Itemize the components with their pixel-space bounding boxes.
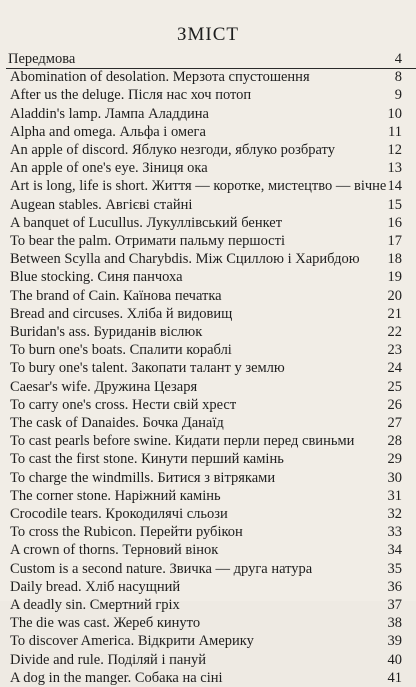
toc-page-number: 8 xyxy=(394,69,402,85)
toc-entry-title: An apple of one's eye. Зіниця ока xyxy=(10,160,208,176)
toc-page-number: 18 xyxy=(387,251,402,267)
toc-entry-title: Caesar's wife. Дружина Цезаря xyxy=(10,379,198,395)
toc-entry-title: The corner stone. Наріжний камінь xyxy=(10,488,221,504)
toc-entry-title: Daily bread. Хліб насущний xyxy=(10,579,181,595)
toc-entry-title: To cast pearls before swine. Кидати перли перед свиньми xyxy=(10,433,355,449)
toc-entry-title: Blue stocking. Синя панчоха xyxy=(10,269,183,285)
toc-entry-title: A banquet of Lucullus. Лукуллівський бенкет xyxy=(10,215,283,231)
toc-entry-title: Abomination of desolation. Мерзота спустошення xyxy=(10,69,310,85)
toc-entry xyxy=(0,541,416,559)
toc-page-number: 35 xyxy=(387,561,402,577)
toc-page-number: 38 xyxy=(387,615,402,631)
toc-entry xyxy=(0,414,416,432)
toc-entry xyxy=(0,669,416,687)
toc-page-number: 11 xyxy=(388,124,402,140)
toc-page-number: 40 xyxy=(387,652,402,668)
toc-entry xyxy=(0,450,416,468)
toc-entry xyxy=(0,651,416,669)
toc-entry xyxy=(0,68,416,86)
toc-entry-preface xyxy=(0,50,416,68)
toc-entry-title: Передмова xyxy=(8,51,76,67)
toc-entry xyxy=(0,196,416,214)
toc-page-number: 29 xyxy=(387,451,402,467)
toc-entry xyxy=(0,159,416,177)
toc-entry xyxy=(0,487,416,505)
toc-entry xyxy=(0,177,416,195)
toc-entry-title: Alpha and omega. Альфа і омега xyxy=(10,124,206,140)
toc-page-number: 36 xyxy=(387,579,402,595)
toc-entry-title: The die was cast. Жереб кинуто xyxy=(10,615,201,631)
toc-entry-title: To charge the windmills. Битися з вітряками xyxy=(10,470,276,486)
toc-entry-title: A dog in the manger. Собака на сіні xyxy=(10,670,223,686)
toc-page-number: 33 xyxy=(387,524,402,540)
toc-entry-title: Bread and circuses. Хліба й видовищ xyxy=(10,306,233,322)
toc-entry xyxy=(0,632,416,650)
toc-page-number: 10 xyxy=(387,106,402,122)
toc-entry-title: Aladdin's lamp. Лампа Аладдина xyxy=(10,106,209,122)
toc-page-number: 4 xyxy=(394,51,402,67)
toc-entry-title: Between Scylla and Charybdis. Між Сциллою і Харибдою xyxy=(10,251,360,267)
toc-entry-title: Custom is a second nature. Звичка — друга натура xyxy=(10,561,313,577)
toc-entry-title: After us the deluge. Після нас хоч потоп xyxy=(10,87,252,103)
toc-entry-title: To cast the first stone. Кинути перший камінь xyxy=(10,451,284,467)
toc-entry-title: A deadly sin. Смертний гріх xyxy=(10,597,180,613)
toc-page-number: 17 xyxy=(387,233,402,249)
toc-entry xyxy=(0,378,416,396)
toc-entry xyxy=(0,305,416,323)
toc-page-number: 21 xyxy=(387,306,402,322)
toc-page-number: 12 xyxy=(387,142,402,158)
toc-page-number: 37 xyxy=(387,597,402,613)
toc-entry xyxy=(0,232,416,250)
toc-entry-title: The brand of Cain. Каїнова печатка xyxy=(10,288,222,304)
toc-entry xyxy=(0,105,416,123)
toc-entry-title: To cross the Rubicon. Перейти рубікон xyxy=(10,524,243,540)
toc-entry xyxy=(0,214,416,232)
toc-page-number: 39 xyxy=(387,633,402,649)
toc-entry xyxy=(0,268,416,286)
toc-entry xyxy=(0,560,416,578)
toc-entry xyxy=(0,614,416,632)
toc-page-number: 26 xyxy=(387,397,402,413)
toc-entry xyxy=(0,578,416,596)
toc-entry-title: Crocodile tears. Крокодилячі сльози xyxy=(10,506,228,522)
toc-entry-title: Divide and rule. Поділяй і пануй xyxy=(10,652,207,668)
toc-entry-title: Art is long, life is short. Життя — коротке, мистецтво — вічне xyxy=(10,178,387,194)
page-title: ЗМІСТ xyxy=(176,24,240,45)
toc-page-number: 15 xyxy=(387,197,402,213)
toc-page-number: 22 xyxy=(387,324,402,340)
toc-page-number: 9 xyxy=(394,87,402,103)
toc-page-number: 16 xyxy=(387,215,402,231)
toc-entry xyxy=(0,596,416,614)
toc-page-number: 23 xyxy=(387,342,402,358)
toc-entry-title: A crown of thorns. Терновий вінок xyxy=(10,542,219,558)
toc-entry xyxy=(0,141,416,159)
toc-entry-title: Buridan's ass. Буриданів віслюк xyxy=(10,324,203,340)
toc-entry xyxy=(0,250,416,268)
toc-entry xyxy=(0,123,416,141)
toc-page-number: 32 xyxy=(387,506,402,522)
toc-page-number: 31 xyxy=(387,488,402,504)
toc-entry-title: Augean stables. Авгієві стайні xyxy=(10,197,193,213)
toc-entry xyxy=(0,505,416,523)
toc-page-number: 24 xyxy=(387,360,402,376)
toc-page-number: 30 xyxy=(387,470,402,486)
toc-page-number: 34 xyxy=(387,542,402,558)
toc-page-number: 13 xyxy=(387,160,402,176)
toc-entry-title: To bury one's talent. Закопати талант у землю xyxy=(10,360,285,376)
toc-page-number: 27 xyxy=(387,415,402,431)
toc-entry-title: To discover America. Відкрити Америку xyxy=(10,633,254,649)
toc-page-number: 19 xyxy=(387,269,402,285)
toc-entry-title: The cask of Danaides. Бочка Данаїд xyxy=(10,415,224,431)
toc-entry xyxy=(0,523,416,541)
toc-page-number: 28 xyxy=(387,433,402,449)
toc-entry xyxy=(0,396,416,414)
toc-page-number: 20 xyxy=(387,288,402,304)
toc-entry xyxy=(0,323,416,341)
toc-page-number: 25 xyxy=(387,379,402,395)
toc-entry-title: To bear the palm. Отримати пальму першості xyxy=(10,233,285,249)
toc-page-number: 41 xyxy=(387,670,402,686)
toc-entry xyxy=(0,287,416,305)
toc-entry-title: To carry one's cross. Нести свій хрест xyxy=(10,397,237,413)
toc-entry xyxy=(0,469,416,487)
toc-entry xyxy=(0,341,416,359)
toc-entry xyxy=(0,359,416,377)
toc-entry xyxy=(0,432,416,450)
toc-page-number: 14 xyxy=(387,178,402,194)
toc-entry-title: An apple of discord. Яблуко незгоди, яблуко розбрату xyxy=(10,142,335,158)
toc-entry xyxy=(0,86,416,104)
toc-entry-title: To burn one's boats. Спалити кораблі xyxy=(10,342,232,358)
